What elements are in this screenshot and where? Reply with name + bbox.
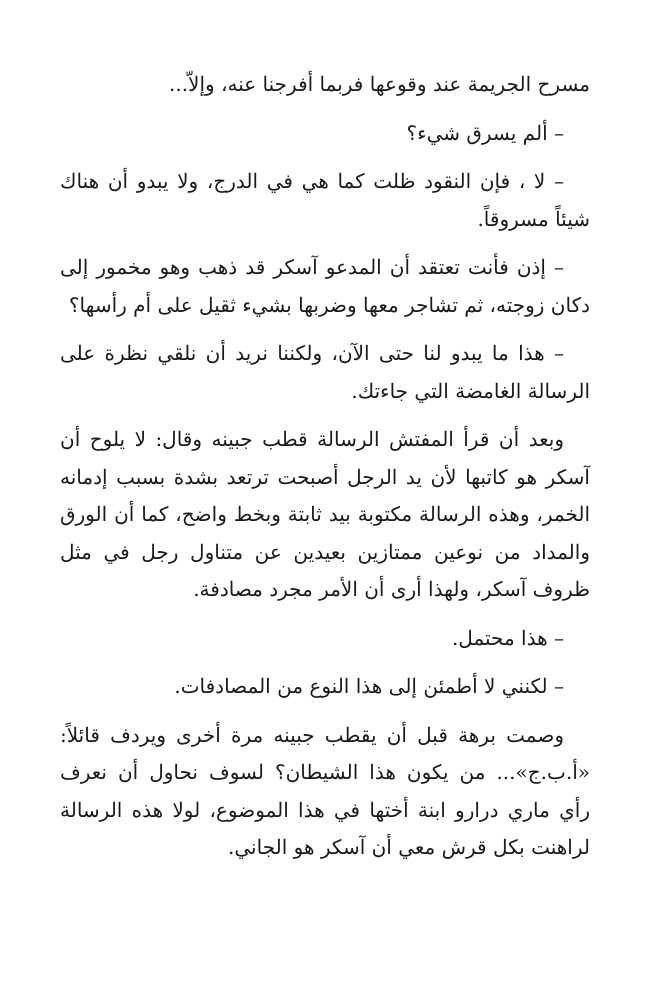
paragraph-dialogue: – هذا محتمل. bbox=[451, 625, 564, 650]
paragraph-dialogue: – ألم يسرق شيء؟ bbox=[406, 120, 564, 145]
page-text-column bbox=[60, 66, 590, 878]
paragraph-dialogue: – لكنني لا أطمئن إلى هذا النوع من المصادفات. bbox=[174, 674, 564, 698]
paragraph-narration: وبعد أن قرأ المفتش الرسالة قطب جبينه وقال: لا يلوح أن آسكر هو كاتبها لأن يد الرجل أصبحت ترتعد بشدة بسبب إدمانه الخمر، وهذه الرسالة مكتوبة بيد ثابتة وبخط واضح، كما أن الورق والمداد من نوعين ممتازين بعيدين عن متناول رجل في مثل ظروف آسكر، ولهذا أرى أن الأمر مجرد مصادفة. bbox=[60, 427, 590, 601]
paragraph-dialogue: – هذا ما يبدو لنا حتى الآن، ولكننا نريد أن نلقي نظرة على الرسالة الغامضة التي جاءتك. bbox=[60, 341, 590, 403]
paragraph-dialogue: – لا ، فإن النقود ظلت كما هي في الدرج، ولا يبدو أن هناك شيئاً مسروقاً. bbox=[60, 169, 590, 231]
paragraph-dialogue: – إذن فأنت تعتقد أن المدعو آسكر قد ذهب وهو مخمور إلى دكان زوجته، ثم تشاجر معها وضربها بشيء ثقيل على أم رأسها؟ bbox=[60, 255, 590, 317]
paragraph-continuation: مسرح الجريمة عند وقوعها فربما أفرجنا عنه، وإلاّ... bbox=[168, 72, 590, 96]
paragraph-narration: وصمت برهة قبل أن يقطب جبينه مرة أخرى ويردف قائلاً: «أ.ب.ج»... من يكون هذا الشيطان؟ لسوف نحاول أن نعرف رأي ماري درارو ابنة أختها في هذا الموضوع، لولا هذه الرسالة لراهنت بكل قرش معي أن آسكر هو الجاني. bbox=[60, 722, 590, 859]
